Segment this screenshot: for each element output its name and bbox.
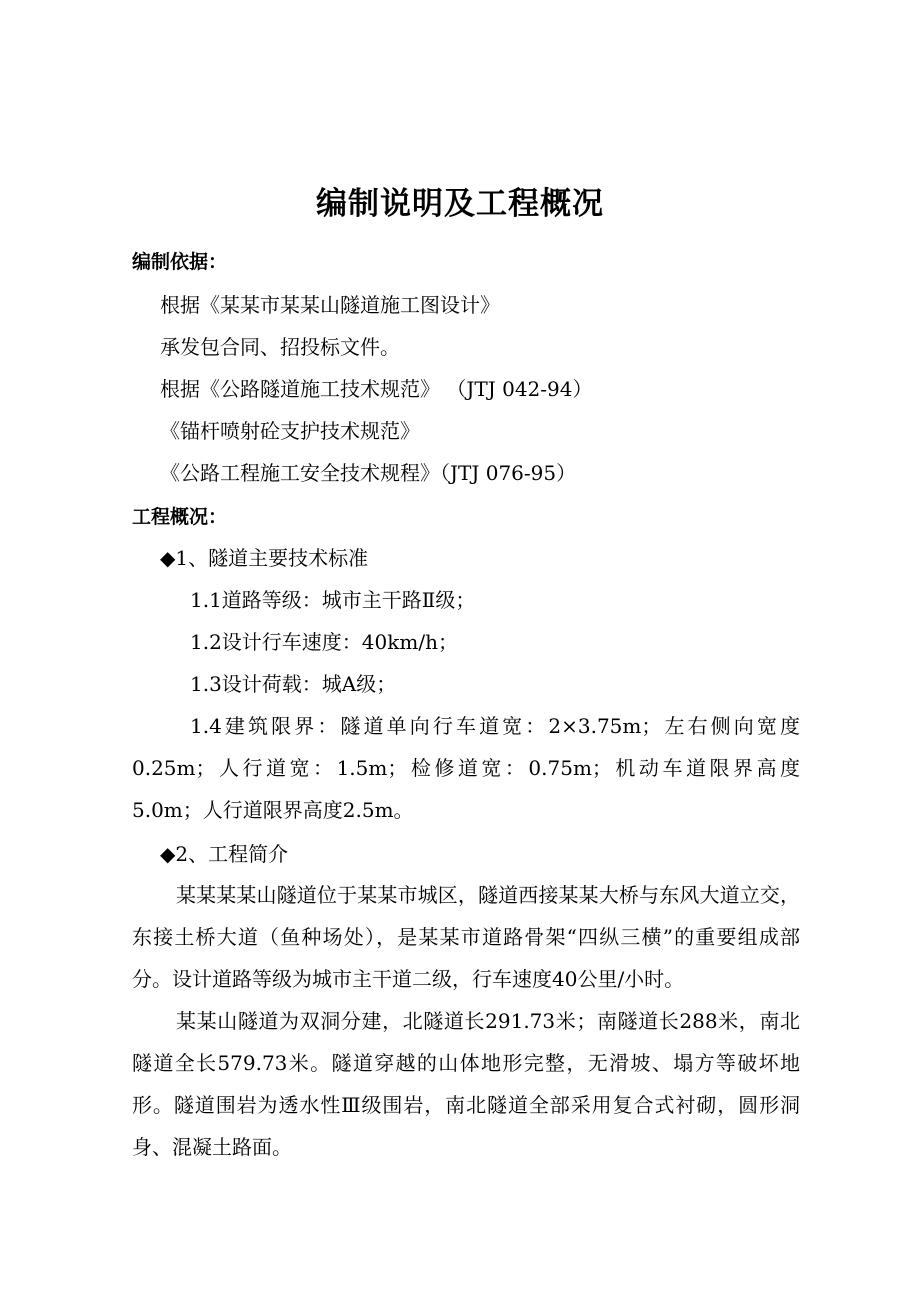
basis-item: 承发包合同、招投标文件。 <box>160 335 400 359</box>
basis-item: 根据《公路隧道施工技术规范》 （JTJ 042-94） <box>160 377 593 401</box>
basis-heading: 编制依据： <box>132 251 228 273</box>
section-title: ◆1、隧道主要技术标准 <box>160 546 369 570</box>
spec-item: 1.3设计荷载：城A级； <box>190 672 397 696</box>
overview-heading: 工程概况： <box>132 506 228 528</box>
basis-item: 《锚杆喷射砼支护技术规范》 <box>160 419 420 443</box>
intro-paragraph: 某某山隧道为双洞分建，北隧道长291.73米；南隧道长288米，南北隧道全长579.73米。隧道穿越的山体地形完整，无滑坡、塌方等破坏地形。隧道围岩为透水性Ⅲ级围岩，南北隧道全部采用复合式衬砌，圆形洞身、混凝土路面。 <box>132 1009 800 1159</box>
section-title: ◆2、工程简介 <box>160 842 289 866</box>
page-title: 编制说明及工程概况 <box>316 186 604 222</box>
spec-item-clearance: 1.4建筑限界：隧道单向行车道宽：2×3.75m；左右侧向宽度0.25m；人行道宽：1.5m；检修道宽：0.75m；机动车道限界高度5.0m；人行道限界高度2.5m。 <box>132 714 800 822</box>
basis-item: 《公路工程施工安全技术规程》（JTJ 076-95） <box>160 461 577 485</box>
intro-paragraph: 某某某某山隧道位于某某市城区，隧道西接某某大桥与东风大道立交，东接土桥大道（鱼种场处），是某某市道路骨架“四纵三横”的重要组成部分。设计道路等级为城市主干道二级，行车速度40公里/小时。 <box>132 883 800 991</box>
spec-item: 1.2设计行车速度：40km/h； <box>190 630 458 654</box>
basis-item: 根据《某某市某某山隧道施工图设计》 <box>160 293 500 317</box>
spec-item: 1.1道路等级：城市主干路Ⅱ级； <box>190 588 476 612</box>
